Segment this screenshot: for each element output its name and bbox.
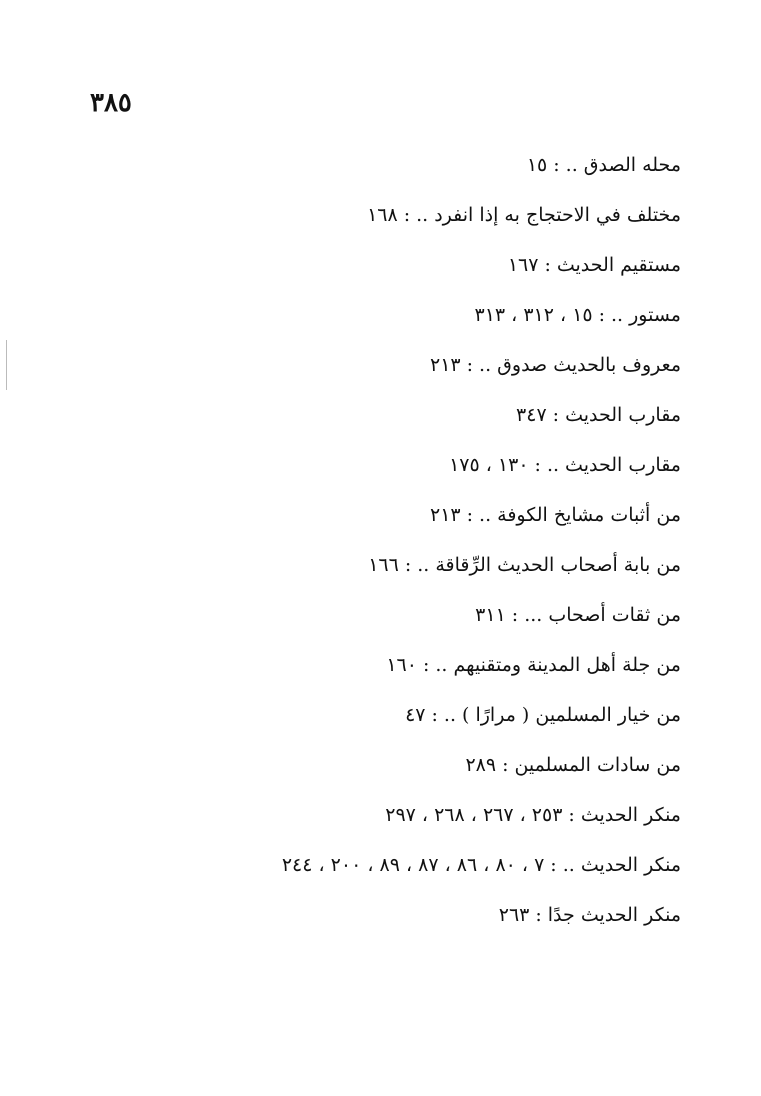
entry-term: من خيار المسلمين ( مرارًا ) .. [443, 704, 681, 726]
entry-separator: : [535, 904, 542, 926]
entry-separator: : [422, 654, 430, 676]
index-entry [81, 198, 681, 248]
index-entry [81, 848, 681, 898]
index-entry [81, 448, 681, 498]
entry-separator: : [404, 554, 412, 576]
index-entry [81, 398, 681, 448]
index-entry [81, 898, 681, 948]
entry-pages: ١٥ [526, 154, 548, 176]
entry-separator: : [552, 404, 560, 426]
entry-separator: : [568, 804, 575, 826]
entry-term: من أثبات مشايخ الكوفة .. [479, 504, 681, 526]
entry-term: مستقيم الحديث [556, 254, 681, 276]
entry-pages: ١٦٨ [367, 204, 398, 226]
index-entry [81, 698, 681, 748]
entry-term: مستور .. [611, 304, 681, 326]
entry-pages: ٣٤٧ [516, 404, 547, 426]
entry-separator: : [431, 704, 438, 726]
entry-term: محله الصدق .. [565, 154, 681, 176]
entry-pages: ٧ ، ٨٠ ، ٨٦ ، ٨٧ ، ٨٩ ، ٢٠٠ ، ٢٤٤ [281, 854, 545, 876]
entry-pages: ١٥ ، ٣١٢ ، ٣١٣ [474, 304, 593, 326]
entry-separator: : [511, 604, 519, 626]
margin-mark [6, 340, 7, 390]
entry-separator: : [502, 754, 509, 776]
entry-separator: : [598, 304, 606, 326]
entry-term: من سادات المسلمين [514, 754, 681, 776]
entry-pages: ٣١١ [475, 604, 506, 626]
entry-term: مقارب الحديث [565, 404, 681, 426]
entry-pages: ٢١٣ [430, 504, 461, 526]
entry-pages: ١٦٠ [386, 654, 417, 676]
index-entry [81, 498, 681, 548]
entry-term: مقارب الحديث .. [546, 454, 681, 476]
entry-term: من جلة أهل المدينة ومتقنيهم .. [435, 654, 681, 676]
index-entry [81, 148, 681, 198]
index-entry [81, 248, 681, 298]
entry-separator: : [466, 354, 474, 376]
index-entry [81, 348, 681, 398]
entry-pages: ١٦٧ [507, 254, 539, 276]
index-entry [81, 598, 681, 648]
index-entry [81, 298, 681, 348]
page-number: ٣٨٥ [90, 88, 132, 118]
entry-separator: : [550, 854, 557, 876]
entry-pages: ١٦٦ [368, 554, 399, 576]
entry-pages: ٢١٣ [430, 354, 461, 376]
entry-term: منكر الحديث [580, 804, 681, 826]
index-list [81, 148, 681, 948]
entry-separator: : [534, 454, 541, 476]
entry-pages: ٤٧ [405, 704, 426, 726]
entry-term: مختلف في الاحتجاج به إذا انفرد .. [416, 204, 681, 226]
entry-term: منكر الحديث .. [562, 854, 681, 876]
entry-separator: : [403, 204, 411, 226]
index-entry [81, 748, 681, 798]
entry-term: معروف بالحديث صدوق .. [479, 354, 681, 376]
index-entry [81, 548, 681, 598]
entry-term: منكر الحديث جدًا [547, 904, 681, 926]
entry-pages: ٢٥٣ ، ٢٦٧ ، ٢٦٨ ، ٢٩٧ [385, 804, 563, 826]
entry-pages: ٢٦٣ [498, 904, 530, 926]
index-entry [81, 798, 681, 848]
entry-pages: ٢٨٩ [465, 754, 497, 776]
entry-pages: ١٣٠ ، ١٧٥ [449, 454, 529, 476]
entry-separator: : [553, 154, 560, 176]
entry-separator: : [466, 504, 474, 526]
index-entry [81, 648, 681, 698]
entry-separator: : [544, 254, 551, 276]
entry-term: من بابة أصحاب الحديث الرِّقاقة .. [417, 554, 681, 576]
entry-term: من ثقات أصحاب ... [524, 604, 681, 626]
